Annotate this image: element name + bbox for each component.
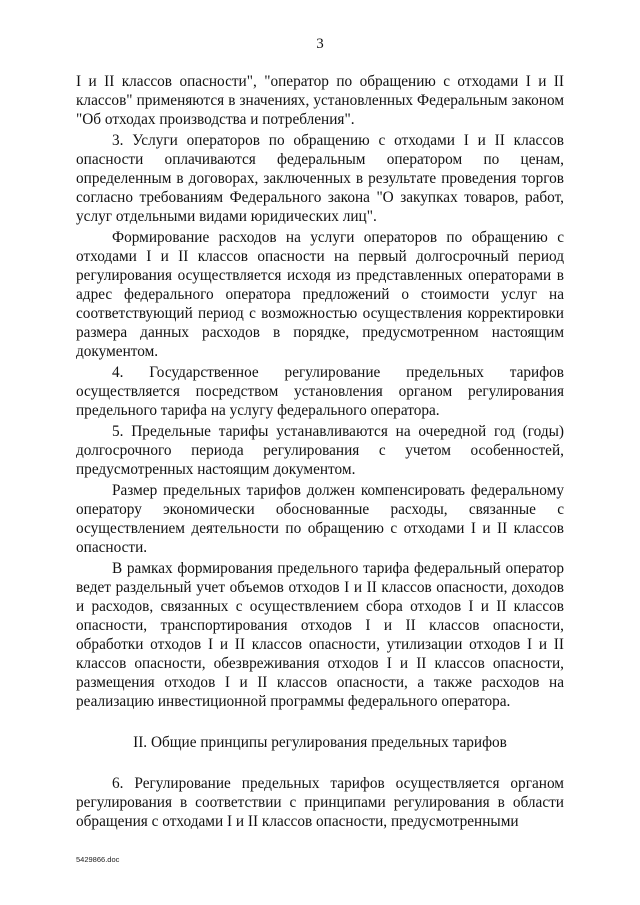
- paragraph-separate-accounting: В рамках формирования предельного тарифа федеральный оператор ведет раздельный учет объемов отходов I и II классов опасности, доходов и расходов, связанных с осуществлением сбора отходов I и II классов опасности, транспортирования отходов I и II классов опасности, обработки отходов I и II классов опасности, утилизации отходов I и II классов опасности, обезвреживания отходов I и II классов опасности, размещения отходов I и II классов опасности, а также расходов на реализацию инвестиционной программы федерального оператора.: [76, 560, 564, 710]
- document-body: [76, 72, 564, 833]
- paragraph-tariff-size: Размер предельных тарифов должен компенсировать федеральному оператору экономически обоснованные расходы, связанные с осуществлением деятельности по обращению с отходами I и II классов опасности.: [76, 482, 564, 556]
- paragraph-item-3: 3. Услуги операторов по обращению с отходами I и II классов опасности оплачиваются федеральным оператором по ценам, определенным в договорах, заключенных в результате проведения торгов согласно требованиям Федерального закона "О закупках товаров, работ, услуг отдельными видами юридических лиц".: [76, 132, 564, 225]
- paragraph-item-5: 5. Предельные тарифы устанавливаются на очередной год (годы) долгосрочного периода регулирования с учетом особенностей, предусмотренных настоящим документом.: [76, 423, 564, 478]
- paragraph-expense-formation: Формирование расходов на услуги операторов по обращению с отходами I и II классов опасности на первый долгосрочный период регулирования осуществляется исходя из представленных операторами в адрес федерального оператора предложений о стоимости услуг на соответствующий период с возможностью осуществления корректировки размера данных расходов в порядке, предусмотренном настоящим документом.: [76, 229, 564, 360]
- paragraph-item-6: 6. Регулирование предельных тарифов осуществляется органом регулирования в соответствии с принципами регулирования в области обращения с отходами I и II классов опасности, предусмотренными: [76, 775, 564, 830]
- footer-filename: 5429866.doc: [76, 855, 120, 864]
- page-number: 3: [316, 36, 324, 52]
- section-heading: II. Общие принципы регулирования предельных тарифов: [133, 734, 507, 751]
- paragraph-continuation: I и II классов опасности", "оператор по обращению с отходами I и II классов" применяются в значениях, установленных Федеральным законом "Об отходах производства и потребления".: [76, 73, 564, 128]
- paragraph-item-4: 4. Государственное регулирование предельных тарифов осуществляется посредством установления органом регулирования предельного тарифа на услугу федерального оператора.: [76, 364, 564, 419]
